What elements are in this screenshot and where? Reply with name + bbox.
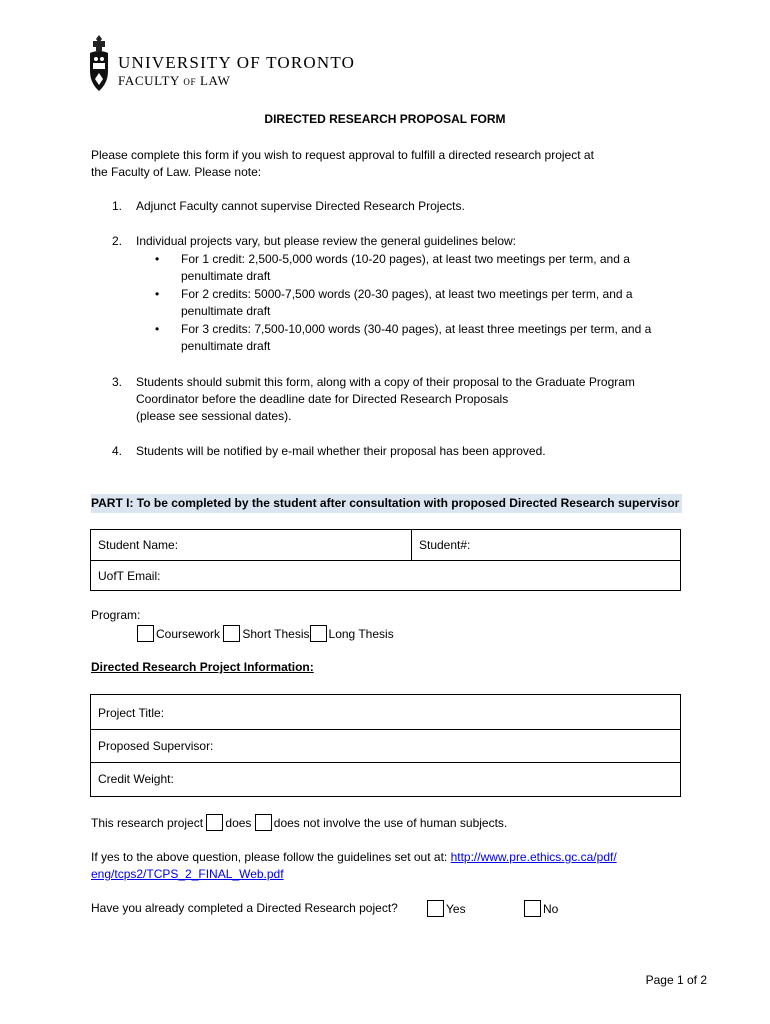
- bullet-item: • For 2 credits: 5000-7,500 words (20-30 pages), at least two meetings per term, and a penultimate draft: [155, 287, 633, 318]
- no-option: [524, 900, 558, 917]
- proposed-supervisor-field[interactable]: Proposed Supervisor:: [98, 739, 214, 753]
- long-thesis-label: Long Thesis: [328, 627, 394, 641]
- crest-icon: [84, 33, 114, 93]
- long-thesis-checkbox[interactable]: [310, 625, 327, 642]
- university-logo: [84, 33, 374, 95]
- bullet-icon: •: [155, 252, 160, 266]
- yes-label: Yes: [446, 902, 466, 916]
- faculty-name: FACULTY OF LAW: [118, 73, 231, 88]
- short-thesis-checkbox[interactable]: [223, 625, 240, 642]
- page-number: Page 1 of 2: [645, 973, 707, 987]
- no-label: No: [543, 902, 559, 916]
- student-info-table: [90, 529, 681, 591]
- program-options: [137, 625, 394, 642]
- yes-checkbox[interactable]: [427, 900, 444, 917]
- list-item: 3. Students should submit this form, along with a copy of their proposal to the Graduate Program Coordinator before the deadline date for Directed Research Proposals (please see sessional dates).: [112, 375, 635, 423]
- does-not-checkbox[interactable]: [255, 814, 272, 831]
- does-checkbox[interactable]: [206, 814, 223, 831]
- list-item: 1. Adjunct Faculty cannot supervise Directed Research Projects.: [112, 199, 465, 213]
- human-subjects-row: This research project does does not involve the use of human subjects.: [91, 816, 508, 830]
- ethics-text: If yes to the above question, please follow the guidelines set out at: http://www.pre.ethics.gc.ca/pdf/ eng/tcps2/TCPS_2_FINAL_Web.pdf: [91, 850, 617, 881]
- student-number-field[interactable]: Student#:: [419, 538, 471, 552]
- ethics-link[interactable]: http://www.pre.ethics.gc.ca/pdf/: [450, 850, 617, 864]
- short-thesis-label: Short Thesis: [242, 627, 310, 641]
- coursework-checkbox[interactable]: [137, 625, 154, 642]
- project-info-heading: Directed Research Project Information:: [91, 660, 314, 674]
- yes-option: [427, 900, 466, 917]
- ethics-link-continued[interactable]: eng/tcps2/TCPS_2_FINAL_Web.pdf: [91, 867, 284, 881]
- project-title-field[interactable]: Project Title:: [98, 706, 165, 720]
- bullet-icon: •: [155, 322, 160, 336]
- list-item: 2. Individual projects vary, but please review the general guidelines below:: [112, 234, 516, 248]
- intro-text: Please complete this form if you wish to request approval to fulfill a directed research project at the Faculty of Law. Please note:: [91, 148, 594, 179]
- university-name: UNIVERSITY OF TORONTO: [118, 53, 356, 72]
- part1-heading: PART I: To be completed by the student after consultation with proposed Directed Research supervisor: [91, 494, 682, 513]
- list-item: 4. Students will be notified by e-mail whether their proposal has been approved.: [112, 444, 546, 458]
- coursework-label: Coursework: [156, 627, 221, 641]
- does-not-label: does not involve the use of human subjects.: [273, 816, 508, 830]
- no-checkbox[interactable]: [524, 900, 541, 917]
- bullet-item: • For 3 credits: 7,500-10,000 words (30-40 pages), at least three meetings per term, and a penultimate draft: [155, 322, 652, 353]
- email-field[interactable]: UofT Email:: [98, 569, 161, 583]
- project-info-table: [90, 694, 681, 797]
- credit-weight-field[interactable]: Credit Weight:: [98, 772, 174, 786]
- student-name-field[interactable]: Student Name:: [98, 538, 179, 552]
- program-label: Program:: [91, 608, 141, 622]
- bullet-item: • For 1 credit: 2,500-5,000 words (10-20 pages), at least two meetings per term, and a penultimate draft: [155, 252, 630, 283]
- bullet-icon: •: [155, 287, 160, 301]
- completed-question: Have you already completed a Directed Research poject?: [91, 901, 398, 915]
- does-label: does: [225, 816, 252, 830]
- form-title: DIRECTED RESEARCH PROPOSAL FORM: [264, 112, 506, 126]
